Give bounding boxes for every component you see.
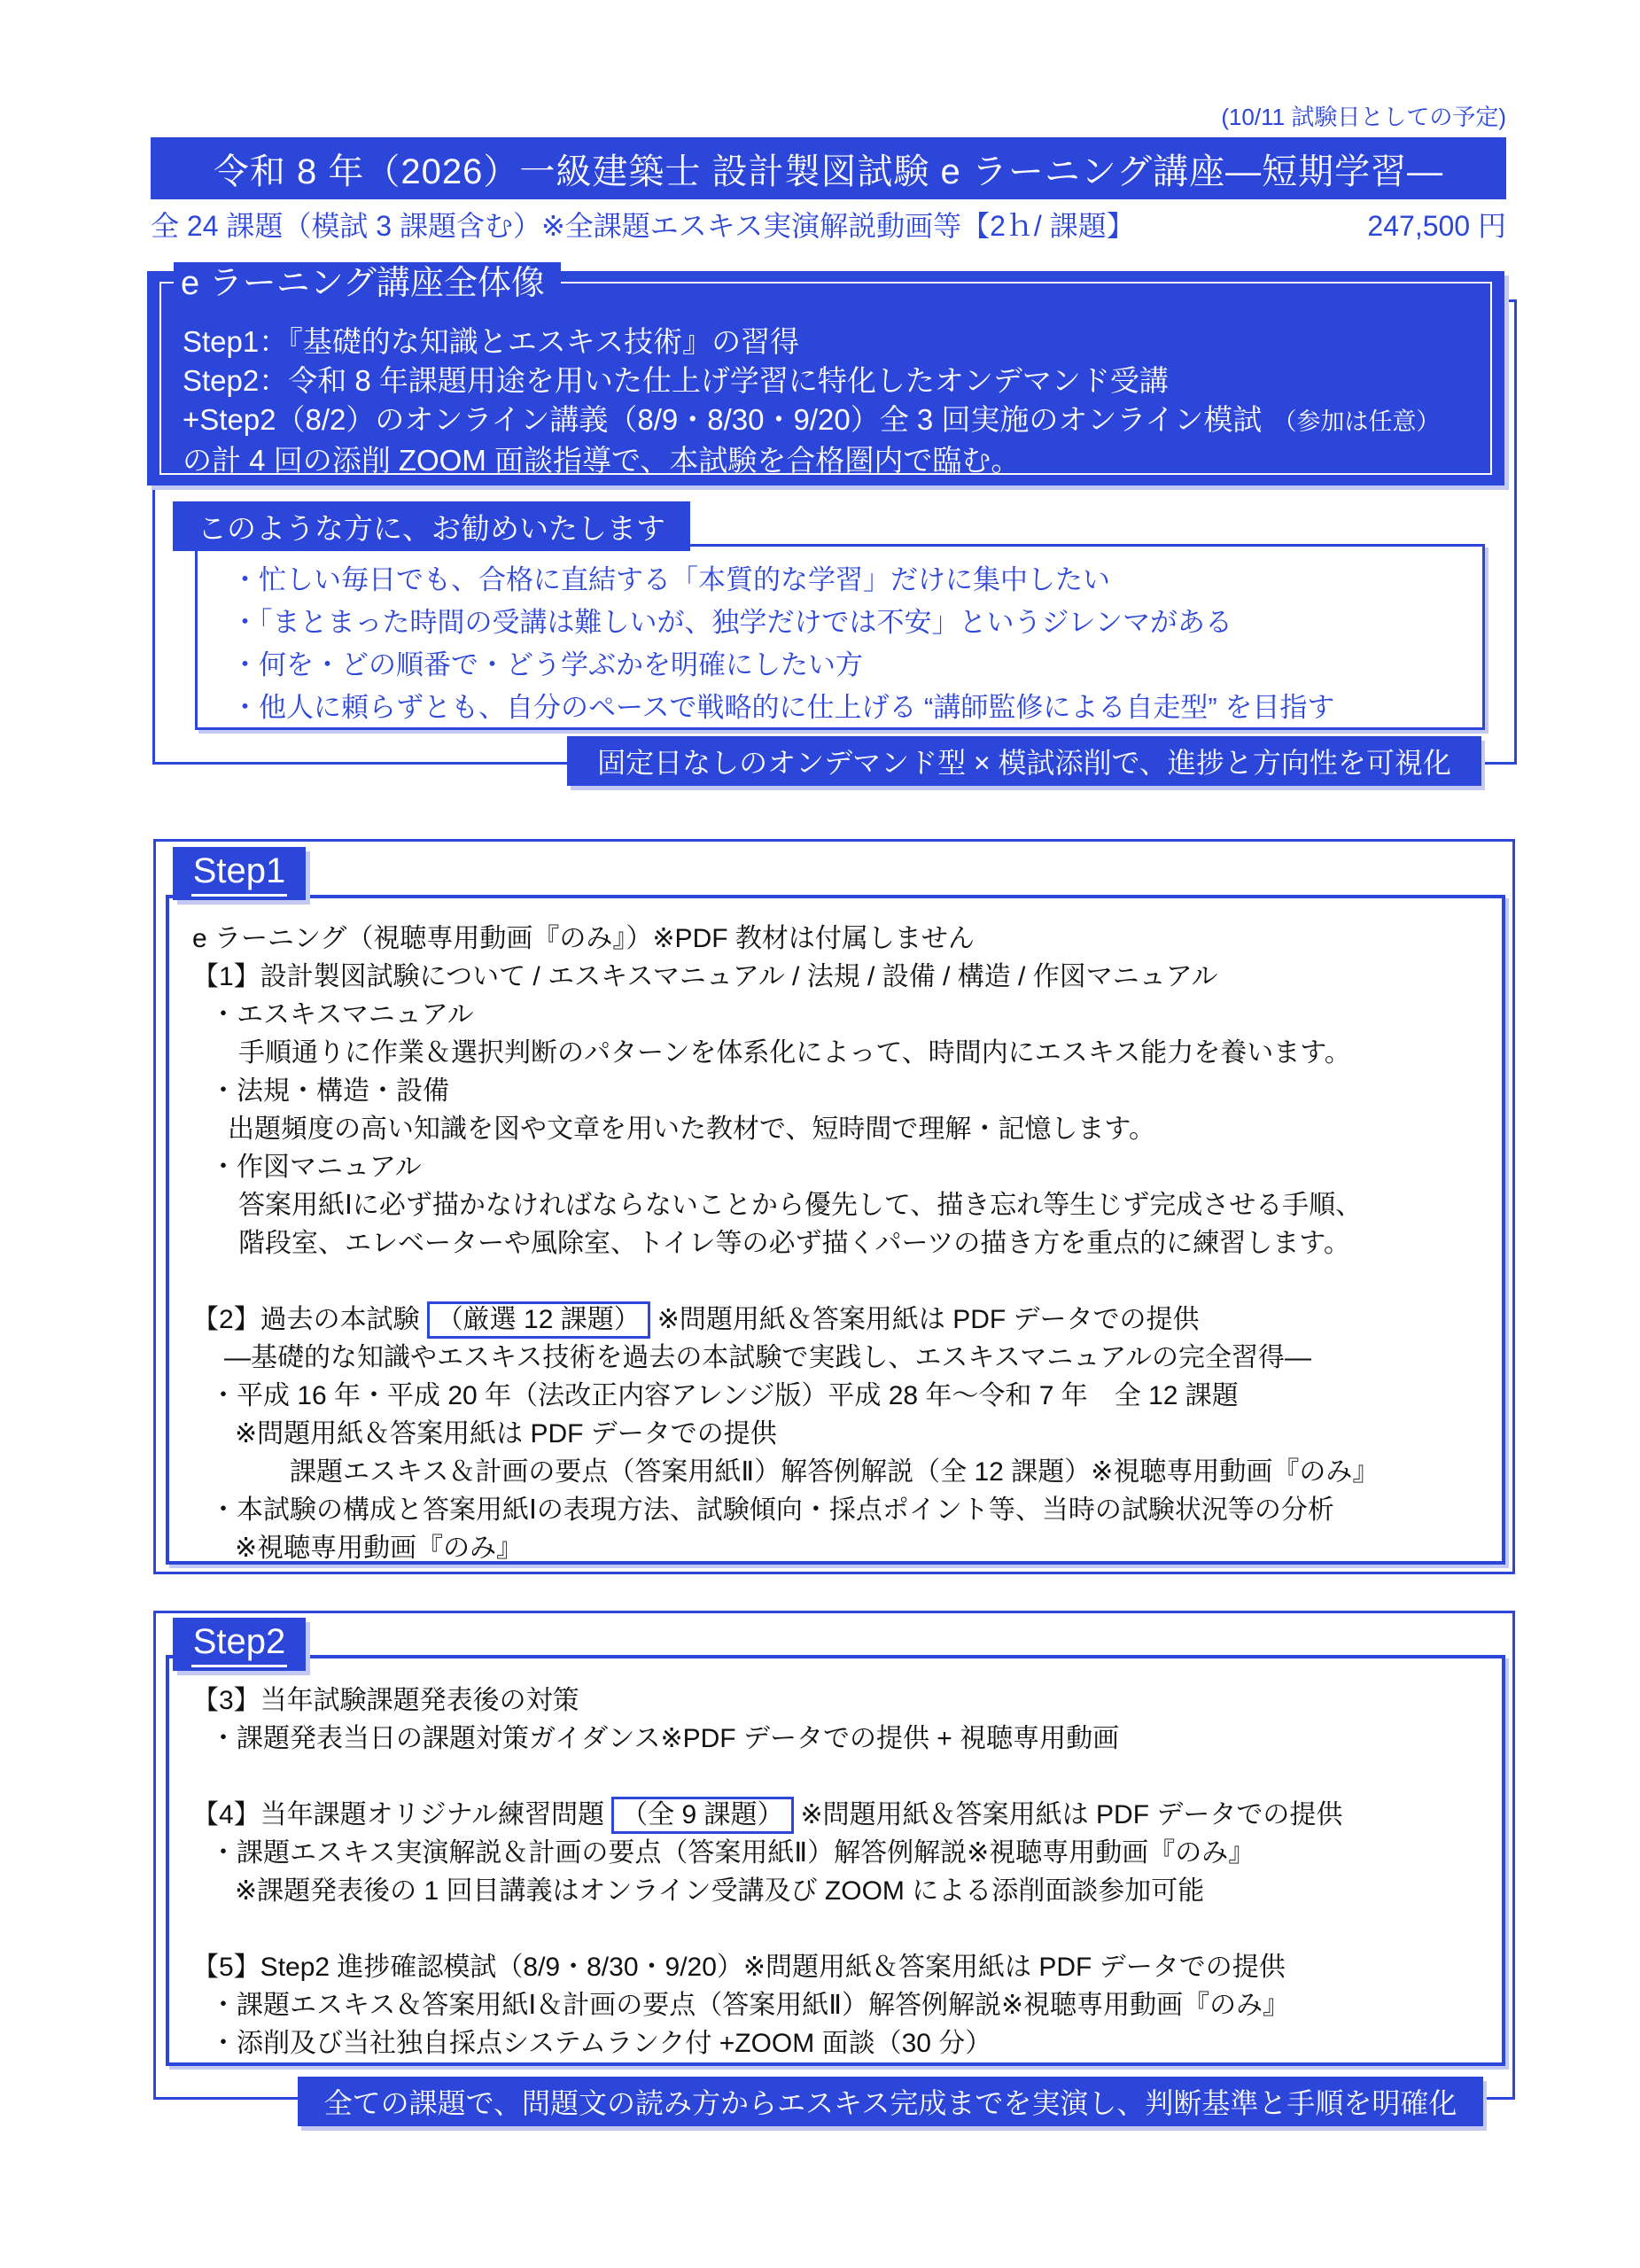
text-line: Step2：令和 8 年課題用途を用いた仕上げ学習に特化したオンデマンド受講 — [183, 364, 1169, 397]
text-line — [192, 1262, 1486, 1301]
text-line: ・本試験の構成と答案用紙Ⅰの表現方法、試験傾向・採点ポイント等、当時の試験状況等の分析 — [210, 1495, 1334, 1525]
course-overview-box — [147, 265, 1504, 485]
text-line: ・エスキスマニュアル — [210, 1000, 474, 1029]
text-line: 【3】当年試験課題発表後の対策 — [192, 1686, 579, 1715]
highlight-box: （厳選 12 課題） — [427, 1301, 650, 1339]
recommend-box — [195, 544, 1485, 730]
text-line — [192, 1758, 1486, 1796]
step1-tab — [173, 847, 306, 900]
course-summary-row — [151, 204, 1506, 245]
text-line: 【5】Step2 進捗確認模試（8/9・8/30・9/20）※問題用紙＆答案用紙は PDF データでの提供 — [192, 1953, 1286, 1982]
highlight-box: （全 9 課題） — [611, 1797, 793, 1834]
text-line: 【2】過去の本試験 （厳選 12 課題） ※問題用紙＆答案用紙は PDF データでの提供 — [192, 1301, 1486, 1339]
step1-tab-label: Step1 — [191, 851, 288, 897]
text-line: 【4】当年課題オリジナル練習問題 （全 9 課題） ※問題用紙＆答案用紙は PDF データでの提供 — [192, 1796, 1486, 1834]
text-line: ・忙しい毎日でも、合格に直結する「本質的な学習」だけに集中したい — [231, 564, 1110, 595]
text-line: 課題エスキス＆計画の要点（答案用紙Ⅱ）解答例解説（全 12 課題）※視聴専用動画『のみ』 — [290, 1457, 1380, 1487]
text-line: ―基礎的な知識やエスキス技術を過去の本試験で実践し、エスキスマニュアルの完全習得― — [224, 1343, 1311, 1372]
recommend-bullets — [198, 547, 1482, 729]
text-line: ※視聴専用動画『のみ』 — [235, 1534, 524, 1563]
text-line: e ラーニング（視聴専用動画『のみ』）※PDF 教材は付属しません — [192, 924, 975, 953]
course-summary: 全 24 課題（模試 3 課題含む）※全課題エスキス実演解説動画等【2ｈ/ 課題】 — [151, 210, 1135, 242]
text-line — [192, 1910, 1486, 1948]
page-title-bar — [151, 137, 1506, 199]
text-line: 【1】設計製図試験について / エスキスマニュアル / 法規 / 設備 / 構造 / 作図マニュアル — [192, 962, 1218, 991]
text-line: ・添削及び当社独自採点システムランク付 +ZOOM 面談（30 分） — [210, 2029, 992, 2058]
exam-date-note: (10/11 試験日としての予定) — [1221, 104, 1506, 130]
step2-lines — [169, 1658, 1502, 2062]
text-line: ・何を・どの順番で・どう学ぶかを明確にしたい方 — [231, 649, 863, 680]
text-line: 階段室、エレベーターや風除室、トイレ等の必ず描くパーツの描き方を重点的に練習します。 — [238, 1229, 1350, 1258]
step1-content-box — [166, 895, 1505, 1565]
text-line: 手順通りに作業＆選択判断のパターンを体系化によって、時間内にエスキス能力を養います。 — [238, 1038, 1351, 1068]
text-line: ※課題発表後の 1 回目講義はオンライン受講及び ZOOM による添削面談参加可能 — [235, 1876, 1205, 1906]
text-line: ・課題発表当日の課題対策ガイダンス※PDF データでの提供 + 視聴専用動画 — [210, 1724, 1120, 1753]
course-price: 247,500 円 — [1367, 210, 1506, 242]
step2-tab-label: Step2 — [191, 1622, 288, 1667]
step2-content-box — [166, 1655, 1505, 2066]
text-line: ・課題エスキス実演解説＆計画の要点（答案用紙Ⅱ）解答例解説※視聴専用動画『のみ』 — [210, 1838, 1255, 1868]
text-line: ・平成 16 年・平成 20 年（法改正内容アレンジ版）平成 28 年～令和 7 年 全 12 課題 — [210, 1381, 1239, 1410]
text-line: 答案用紙Ⅰに必ず描かなければならないことから優先して、描き忘れ等生じず完成させる手順、 — [238, 1191, 1363, 1220]
text-line: Step1：『基礎的な知識とエスキス技術』の習得 — [183, 325, 800, 358]
text-line: 出題頻度の高い知識を図や文章を用いた教材で、短時間で理解・記憶します。 — [228, 1115, 1155, 1144]
text-line: ・法規・構造・設備 — [210, 1076, 449, 1106]
overview-lines — [183, 322, 1481, 480]
text-line: ・「まとまった時間の受講は難しいが、独学だけでは不安」というジレンマがある — [231, 607, 1232, 638]
text-line: ・作図マニュアル — [210, 1153, 422, 1182]
recommend-label: このような方に、お勧めいたします — [173, 501, 690, 551]
step2-tab — [173, 1618, 306, 1671]
text-line: +Step2（8/2）のオンライン講義（8/9・8/30・9/20）全 3 回実施のオンライン模試 （参加は任意） — [183, 403, 1441, 436]
text-line: の計 4 回の添削 ZOOM 面談指導で、本試験を合格圏内で臨む。 — [183, 444, 1021, 477]
overview-legend: e ラーニング講座全体像 — [174, 262, 561, 305]
page-title: 令和 8 年（2026）一級建築士 設計製図試験 e ラーニング講座―短期学習― — [213, 151, 1444, 191]
step1-lines — [169, 898, 1502, 1567]
text-line: ・他人に頼らずとも、自分のペースで戦略的に仕上げる “講師監修による自走型” を目指す — [231, 692, 1335, 723]
text-line: ・課題エスキス＆答案用紙Ⅰ＆計画の要点（答案用紙Ⅱ）解答例解説※視聴専用動画『のみ』 — [210, 1991, 1290, 2020]
bottom-banner: 全ての課題で、問題文の読み方からエスキス完成までを実演し、判断基準と手順を明確化 — [298, 2077, 1483, 2126]
ondemand-banner: 固定日なしのオンデマンド型 × 模試添削で、進捗と方向性を可視化 — [567, 736, 1481, 786]
text-line: ※問題用紙＆答案用紙は PDF データでの提供 — [235, 1419, 777, 1449]
